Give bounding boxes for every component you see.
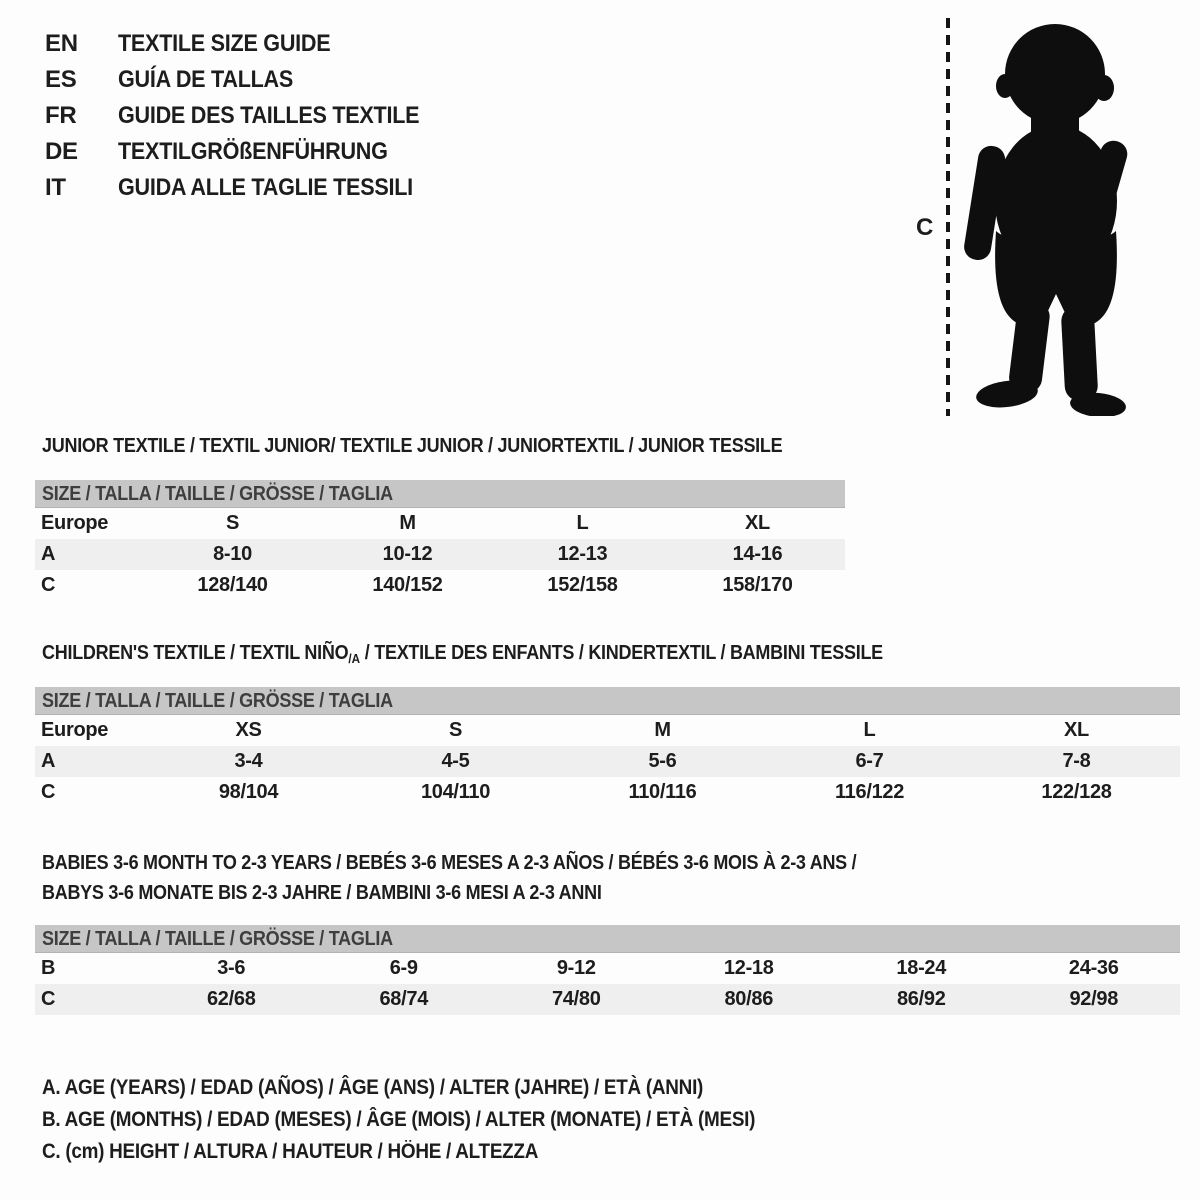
size-table-header [35,687,1180,715]
row-label: A [41,543,56,565]
table-row-age-months [35,953,1180,984]
language-row-en [45,26,453,62]
height-cell: 158/170 [722,574,793,596]
guide-title-en: TEXTILE SIZE GUIDE [118,30,331,57]
language-code: EN [45,30,78,57]
age-cell: 8-10 [213,543,252,565]
children-heading-sub: /A [348,651,361,666]
language-code: ES [45,66,77,93]
row-label: Europe [41,512,109,534]
size-header-text: SIZE / TALLA / TAILLE / GRÖSSE / TAGLIA [42,928,393,950]
age-cell: 6-7 [855,750,884,772]
table-row-height-cm [35,984,1180,1015]
language-code: FR [45,102,77,129]
babies-size-table [35,925,1180,1015]
size-cell: S [448,719,463,741]
guide-title-es: GUÍA DE TALLAS [118,66,294,93]
table-row-age-years [35,539,845,570]
measure-legend [42,1072,834,1168]
age-cell: 7-8 [1062,750,1091,772]
height-cell: 86/92 [896,988,946,1010]
table-row-age-years [35,746,1180,777]
height-cell: 68/74 [379,988,429,1010]
row-label: Europe [41,719,109,741]
height-dashed-line [946,18,950,416]
height-cell: 140/152 [372,574,443,596]
language-code: IT [45,174,66,201]
height-cell: 110/116 [628,781,697,803]
language-row-fr [45,98,453,134]
row-label: C [41,988,56,1010]
size-cell: XL [745,512,770,534]
language-row-de [45,134,453,170]
age-cell: 9-12 [556,957,596,979]
height-cell: 122/128 [1041,781,1112,803]
age-cell: 10-12 [382,543,433,565]
babies-heading-line1: BABIES 3-6 MONTH TO 2-3 YEARS / BEBÉS 3-6 MESES A 2-3 AÑOS / BÉBÉS 3-6 MOIS À 2-3 ANS / [42,852,857,874]
babies-heading-line2: BABYS 3-6 MONATE BIS 2-3 JAHRE / BAMBINI 3-6 MESI A 2-3 ANNI [42,882,602,904]
guide-title-it: GUIDA ALLE TAGLIE TESSILI [118,174,413,201]
children-heading-text [42,641,883,671]
age-cell: 4-5 [441,750,470,772]
junior-size-table [35,480,845,601]
age-cell: 12-13 [557,543,608,565]
language-title-list [45,26,453,206]
age-cell: 18-24 [896,957,947,979]
height-cell: 152/158 [547,574,618,596]
guide-title-fr: GUIDE DES TAILLES TEXTILE [118,102,420,129]
children-size-table [35,687,1180,808]
legend-height-cm: C. (cm) HEIGHT / ALTURA / HAUTEUR / HÖHE / ALTEZZA [42,1140,539,1163]
table-row-height-cm [35,777,1180,808]
table-row-europe [35,715,1180,746]
legend-age-years: A. AGE (YEARS) / EDAD (AÑOS) / ÂGE (ANS) / ALTER (JAHRE) / ETÀ (ANNI) [42,1076,704,1099]
height-cell: 92/98 [1069,988,1119,1010]
junior-heading-text: JUNIOR TEXTILE / TEXTIL JUNIOR/ TEXTILE JUNIOR / JUNIORTEXTIL / JUNIOR TESSILE [42,435,783,457]
size-cell: M [399,512,416,534]
height-cell: 80/86 [724,988,774,1010]
children-heading-pre: CHILDREN'S TEXTILE / TEXTIL NIÑO [42,642,349,664]
row-label: C [41,574,56,596]
height-cell: 116/122 [834,781,905,803]
size-table-header [35,480,845,508]
children-section-heading [42,641,976,671]
size-cell: M [654,719,671,741]
legend-age-months: B. AGE (MONTHS) / EDAD (MESES) / ÂGE (MOIS) / ALTER (MONATE) / ETÀ (MESI) [42,1108,756,1131]
size-cell: L [576,512,589,534]
table-row-europe [35,508,845,539]
size-cell: XL [1064,719,1089,741]
junior-section-heading [42,434,865,458]
size-cell: XS [235,719,262,741]
age-cell: 5-6 [648,750,677,772]
height-cell: 98/104 [218,781,279,803]
height-cell: 62/68 [206,988,256,1010]
row-label: A [41,750,56,772]
size-header-text: SIZE / TALLA / TAILLE / GRÖSSE / TAGLIA [42,690,393,712]
age-cell: 14-16 [732,543,783,565]
height-cell: 128/140 [197,574,268,596]
age-cell: 3-6 [217,957,246,979]
size-cell: L [863,719,876,741]
age-cell: 12-18 [723,957,774,979]
height-cell: 104/110 [420,781,491,803]
row-label: C [41,781,56,803]
size-table-header [35,925,1180,953]
height-measure-label: C [916,214,934,241]
row-label: B [41,957,56,979]
size-cell: S [225,512,240,534]
size-header-text: SIZE / TALLA / TAILLE / GRÖSSE / TAGLIA [42,483,393,505]
language-code: DE [45,138,78,165]
table-row-height-cm [35,570,845,601]
age-cell: 24-36 [1068,957,1119,979]
guide-title-de: TEXTILGRÖßENFÜHRUNG [118,138,388,165]
language-row-it [45,170,453,206]
age-cell: 6-9 [389,957,418,979]
height-cell: 74/80 [551,988,601,1010]
children-heading-post: / TEXTILE DES ENFANTS / KINDERTEXTIL / BAMBINI TESSILE [360,642,883,664]
toddler-silhouette-icon [963,16,1143,416]
babies-section-heading [42,848,947,908]
language-row-es [45,62,453,98]
age-cell: 3-4 [234,750,263,772]
